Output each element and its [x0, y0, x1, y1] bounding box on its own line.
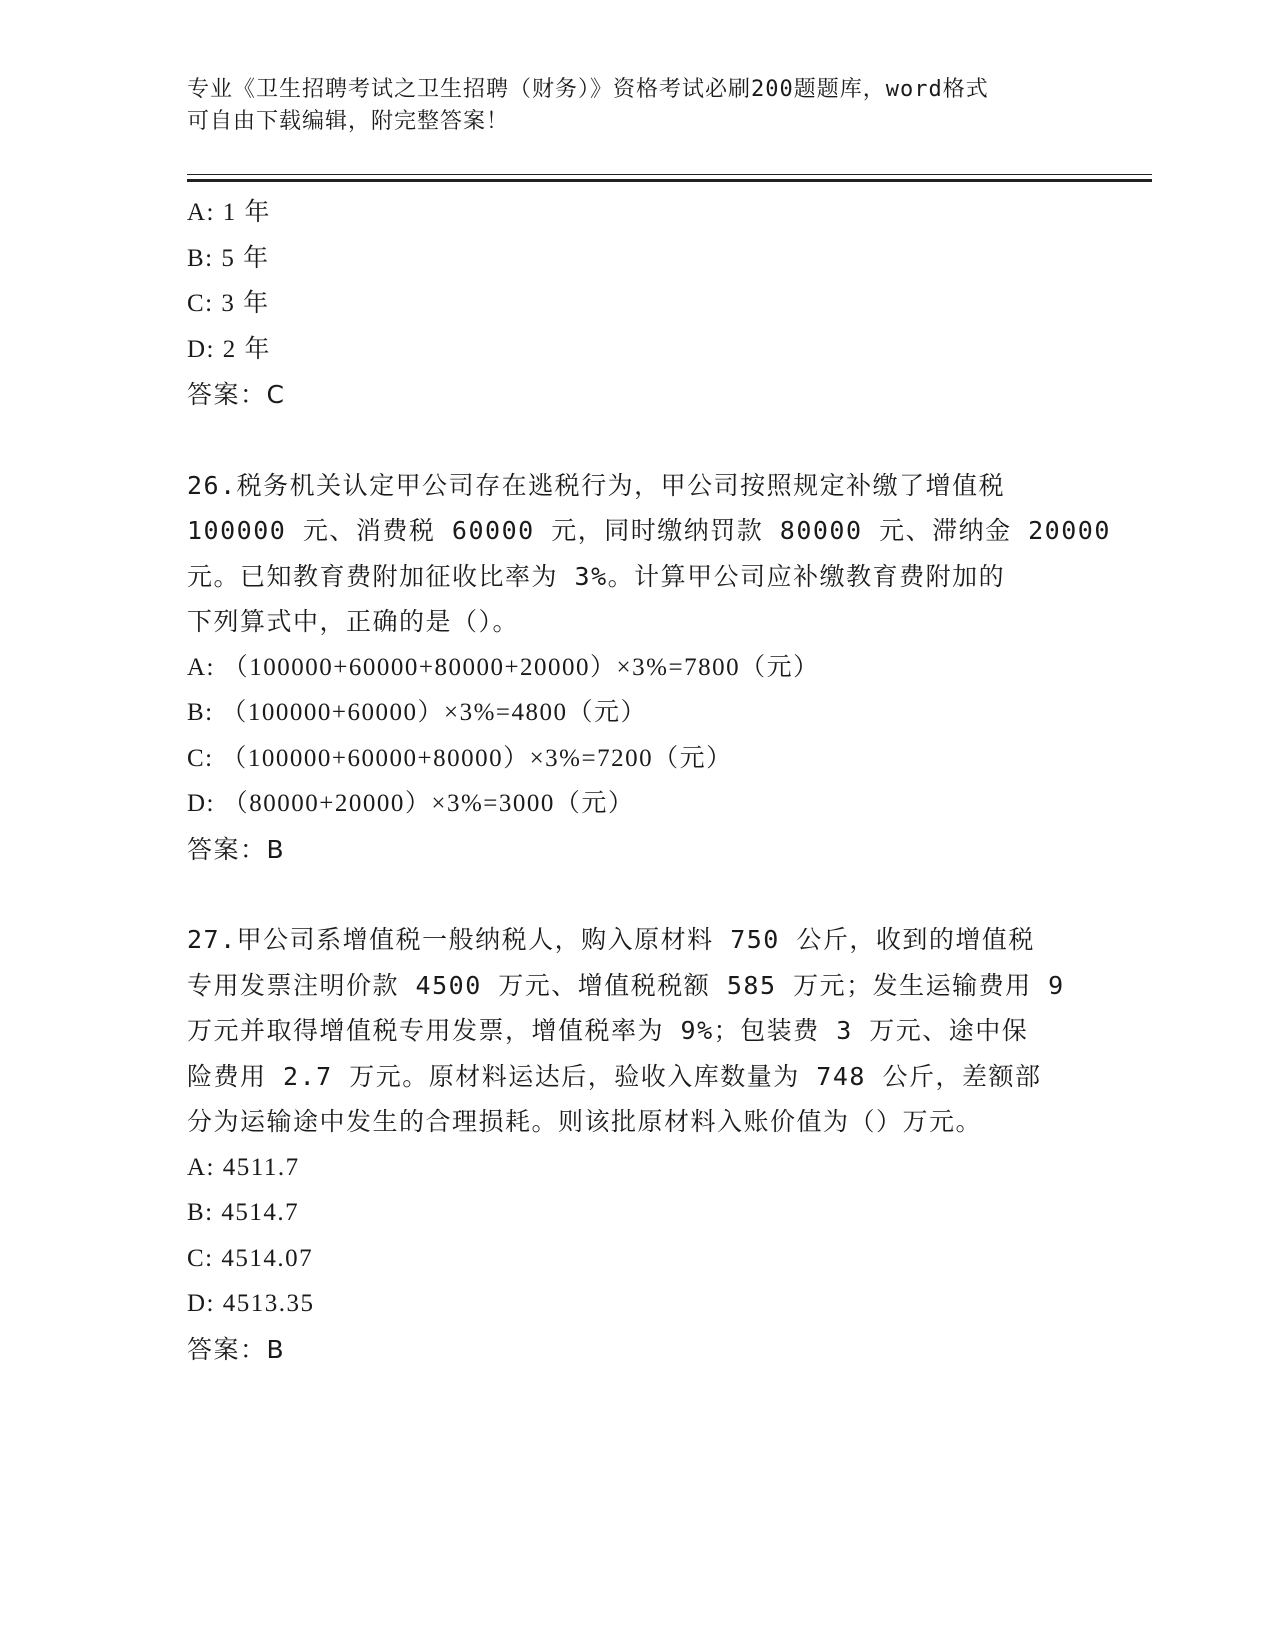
question-list	[187, 190, 1111, 1372]
option-d: D: （80000+20000）×3%=3000（元）	[187, 790, 635, 817]
header-line-1: 专业《卫生招聘考试之卫生招聘（财务）》资格考试必刷200题题库，word格式	[187, 77, 989, 102]
header-divider-thick	[187, 179, 1152, 182]
option-d: D: 2 年	[187, 335, 272, 363]
option-a: A: 1 年	[187, 199, 272, 226]
answer: 答案：B	[187, 1334, 286, 1364]
option-b: B: （100000+60000）×3%=4800（元）	[187, 699, 647, 726]
question-line: 万元并取得增值税专用发票，增值税率为 9%；包装费 3 万元、途中保	[187, 1016, 1029, 1045]
option-b: B: 4514.7	[187, 1199, 300, 1226]
answer: 答案：B	[187, 834, 286, 864]
option-a: A: （100000+60000+80000+20000）×3%=7800（元）	[187, 653, 820, 681]
question-27	[187, 917, 1067, 1372]
question-text	[187, 463, 1111, 645]
question-26	[187, 463, 1111, 873]
header-divider-thin	[187, 174, 1152, 175]
question-line: 险费用 2.7 万元。原材料运达后，验收入库数量为 748 公斤，差额部	[187, 1061, 1042, 1091]
question-line: 下列算式中，正确的是（）。	[187, 607, 520, 636]
question-line: 27.甲公司系增值税一般纳税人，购入原材料 750 公斤，收到的增值税	[187, 925, 1035, 954]
question-line: 26.税务机关认定甲公司存在逃税行为，甲公司按照规定补缴了增值税	[187, 470, 1006, 500]
document-header	[187, 74, 1067, 138]
option-b: B: 5 年	[187, 244, 270, 272]
option-a: A: 4511.7	[187, 1153, 300, 1181]
answer: 答案：C	[187, 380, 286, 409]
question-25-continued	[187, 190, 1067, 418]
option-d: D: 4513.35	[187, 1290, 315, 1317]
option-c: C: 3 年	[187, 290, 270, 317]
question-text	[187, 917, 1067, 1145]
question-line: 专用发票注明价款 4500 万元、增值税税额 585 万元；发生运输费用 9	[187, 970, 1065, 1000]
option-c: C: （100000+60000+80000）×3%=7200（元）	[187, 744, 733, 772]
question-line: 元。已知教育费附加征收比率为 3%。计算甲公司应补缴教育费附加的	[187, 561, 1006, 591]
question-line: 分为运输途中发生的合理损耗。则该批原材料入账价值为（）万元。	[187, 1107, 983, 1136]
question-line: 100000 元、消费税 60000 元，同时缴纳罚款 80000 元、滞纳金 20000	[187, 516, 1111, 545]
option-c: C: 4514.07	[187, 1244, 314, 1272]
header-line-2: 可自由下载编辑，附完整答案！	[187, 109, 510, 134]
